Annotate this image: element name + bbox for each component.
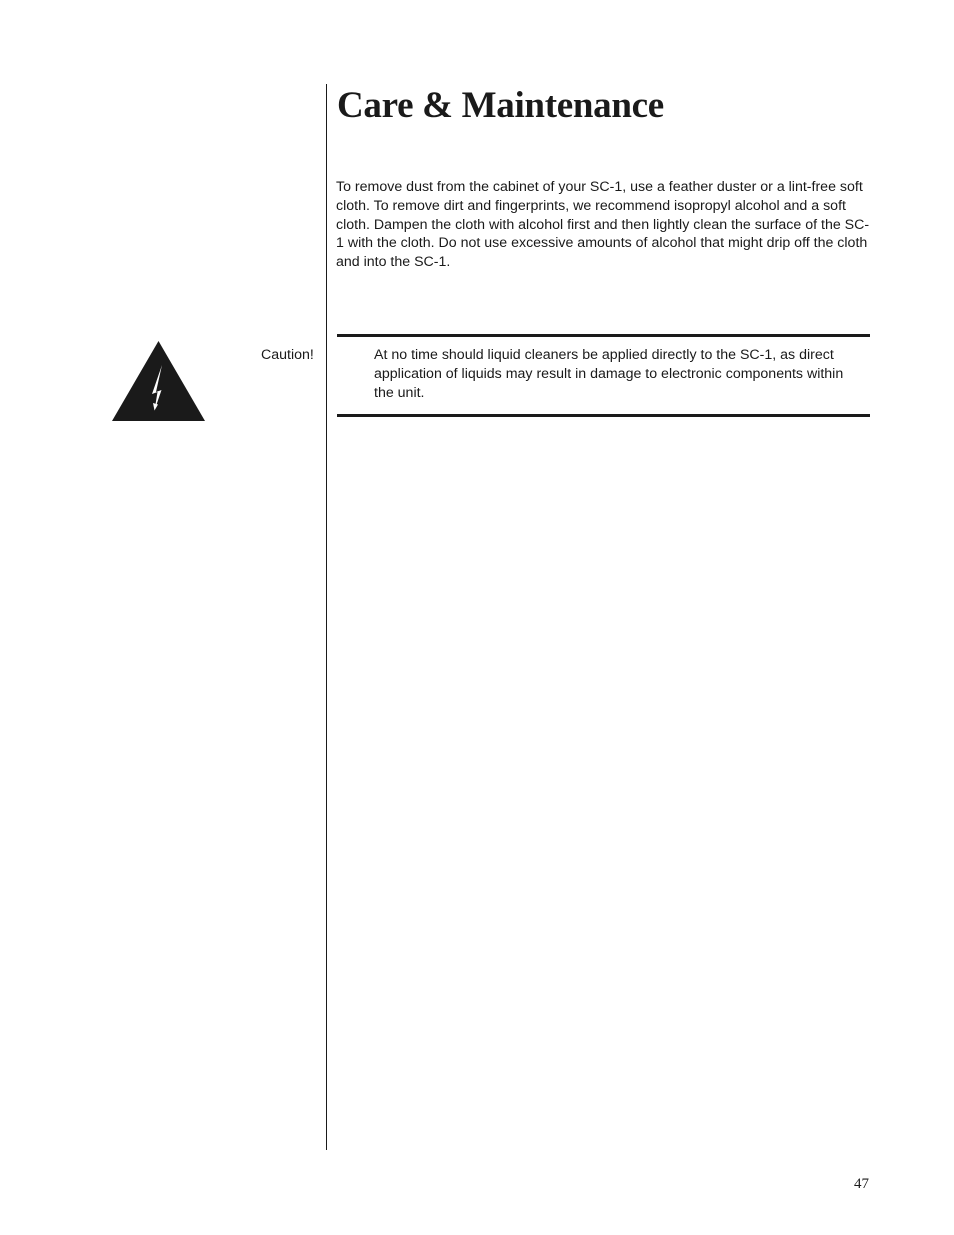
margin-vertical-rule: [326, 84, 327, 1150]
body-paragraph: To remove dust from the cabinet of your SC-1, use a feather duster or a lint-free soft cloth. To remove dirt and fingerprints, we recommend isopropyl alcohol and a soft cloth. Dampen the cloth with alcohol first and then lightly clean the surface of the SC-1 with the cloth. Do not use excessive amounts of alcohol that might drip off the cloth and into the SC-1.: [336, 179, 870, 271]
caution-bottom-rule: [337, 414, 870, 417]
electrical-hazard-warning-icon: [111, 340, 206, 422]
page-title: Care & Maintenance: [337, 85, 664, 126]
caution-text: At no time should liquid cleaners be applied directly to the SC-1, as direct application of liquids may result in damage to electronic components within the unit.: [374, 347, 844, 401]
page-number: 47: [854, 1176, 869, 1192]
caution-top-rule: [337, 334, 870, 337]
caution-label: Caution!: [261, 347, 314, 363]
